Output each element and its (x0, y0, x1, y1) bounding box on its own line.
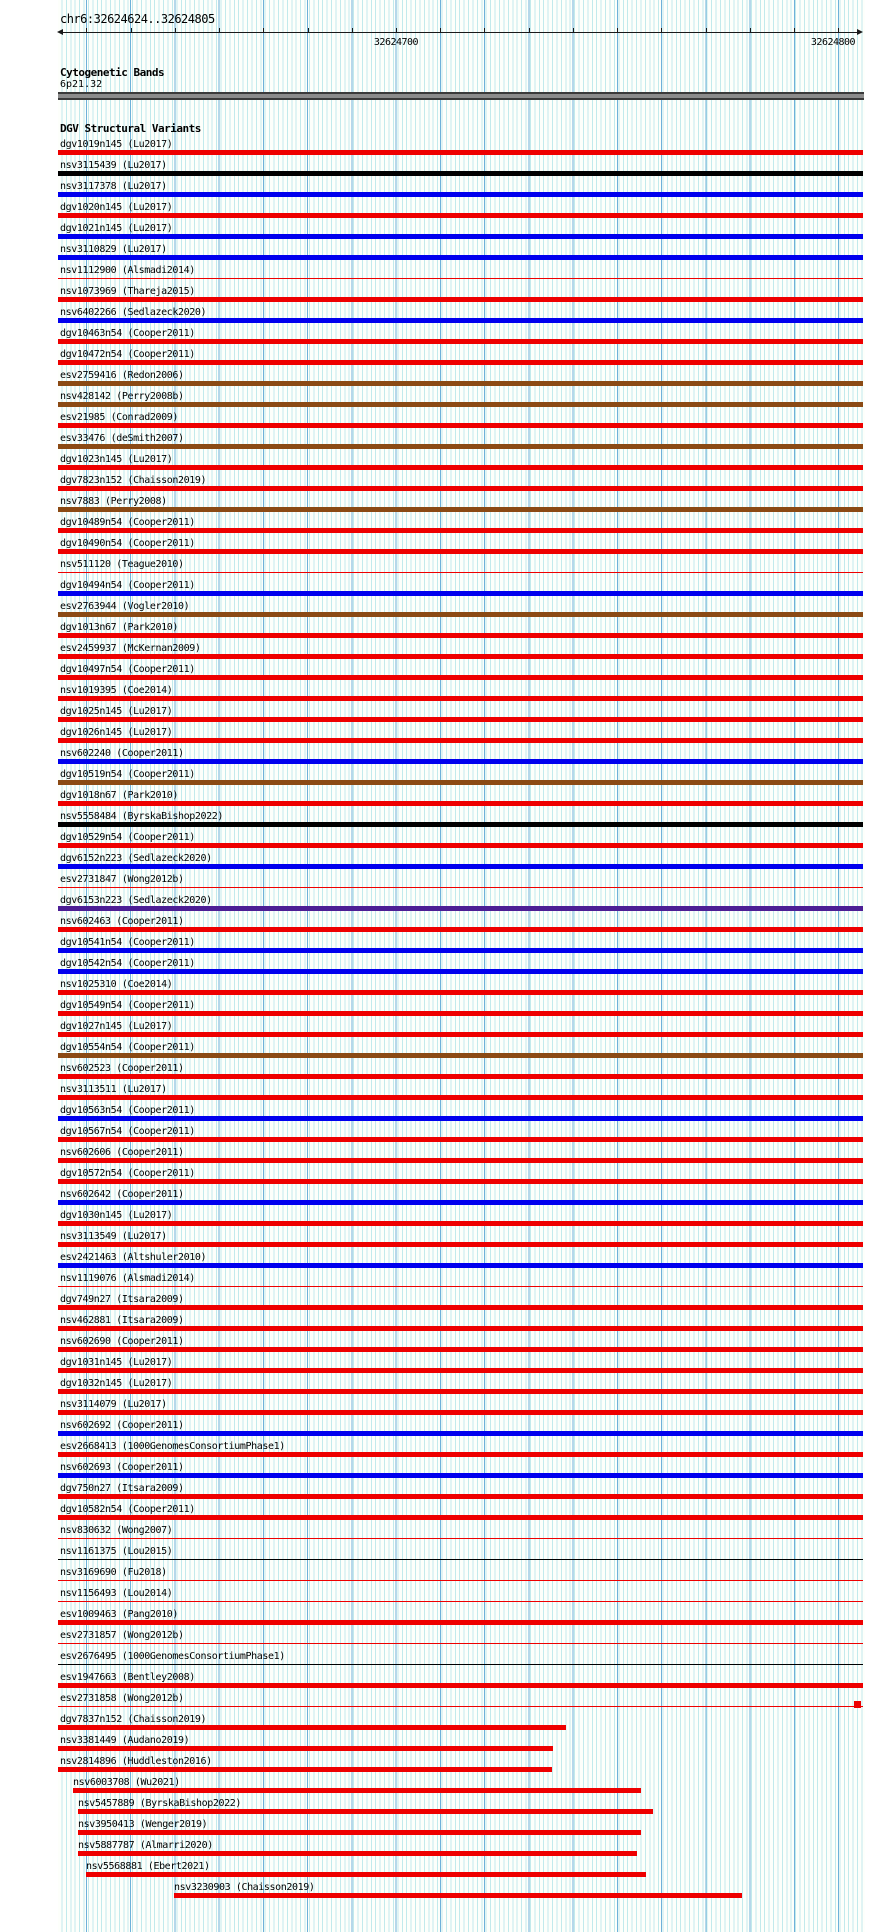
variant-label[interactable]: nsv5887787 (Almarri2020) (78, 1840, 213, 1851)
variant-bar[interactable] (58, 717, 863, 722)
variant-row[interactable] (0, 243, 890, 264)
variant-row[interactable] (0, 894, 890, 915)
variant-bar[interactable] (58, 1643, 863, 1644)
variant-row[interactable] (0, 1167, 890, 1188)
variant-label[interactable]: esv21985 (Conrad2009) (60, 412, 179, 423)
ruler-tick (219, 28, 220, 33)
variant-bar[interactable] (78, 1851, 637, 1856)
chromosome-range-label: chr6:32624624..32624805 (60, 12, 215, 26)
variant-row[interactable] (0, 999, 890, 1020)
variant-label[interactable]: dgv1031n145 (Lu2017) (60, 1357, 173, 1368)
variant-row[interactable] (0, 957, 890, 978)
variant-label[interactable]: nsv6003708 (Wu2021) (73, 1777, 180, 1788)
variant-bar[interactable] (58, 507, 863, 512)
variant-label[interactable]: nsv7883 (Perry2008) (60, 496, 167, 507)
ruler-tick (838, 28, 839, 33)
variant-label[interactable]: dgv1019n145 (Lu2017) (60, 139, 173, 150)
variant-row[interactable] (0, 873, 890, 894)
variant-bar[interactable] (58, 1179, 863, 1184)
variant-bar[interactable] (58, 738, 863, 743)
ruler-tick-label: 32624800 (810, 37, 856, 48)
variant-label[interactable]: nsv3169690 (Fu2018) (60, 1567, 167, 1578)
variant-label[interactable]: esv1009463 (Pang2010) (60, 1609, 179, 1620)
variant-bar[interactable] (58, 1431, 863, 1436)
variant-row[interactable] (0, 222, 890, 243)
variant-row[interactable] (0, 1104, 890, 1125)
variant-label[interactable]: nsv3113549 (Lu2017) (60, 1231, 167, 1242)
variant-label[interactable]: esv33476 (deSmith2007) (60, 433, 184, 444)
variant-row[interactable] (0, 747, 890, 768)
variant-row[interactable] (0, 474, 890, 495)
variant-row[interactable] (0, 1251, 890, 1272)
variant-row[interactable] (0, 1524, 890, 1545)
variant-label[interactable]: esv2731858 (Wong2012b) (60, 1693, 184, 1704)
variant-bar[interactable] (58, 1368, 863, 1373)
variant-label[interactable]: dgv10489n54 (Cooper2011) (60, 517, 195, 528)
variant-bar[interactable] (58, 1452, 863, 1457)
variant-bar[interactable] (58, 1095, 863, 1100)
variant-row[interactable] (0, 1734, 890, 1755)
variant-row[interactable] (0, 789, 890, 810)
variant-bar[interactable] (58, 234, 863, 239)
variant-bar[interactable] (58, 318, 863, 323)
variant-label[interactable]: nsv602523 (Cooper2011) (60, 1063, 184, 1074)
variant-bar[interactable] (58, 906, 863, 911)
variant-label[interactable]: dgv10541n54 (Cooper2011) (60, 937, 195, 948)
variant-row[interactable] (0, 1356, 890, 1377)
variant-label[interactable]: dgv1027n145 (Lu2017) (60, 1021, 173, 1032)
variant-label[interactable]: esv2421463 (Altshuler2010) (60, 1252, 207, 1263)
variant-bar[interactable] (58, 278, 863, 279)
variant-row[interactable] (0, 1566, 890, 1587)
variant-row[interactable] (0, 1020, 890, 1041)
variant-label[interactable]: nsv3117378 (Lu2017) (60, 181, 167, 192)
variant-bar[interactable] (58, 1263, 863, 1268)
variant-label[interactable]: dgv10519n54 (Cooper2011) (60, 769, 195, 780)
variant-label[interactable]: nsv1156493 (Lou2014) (60, 1588, 173, 1599)
cytogenetic-track-title: Cytogenetic Bands (60, 66, 165, 79)
ruler-tick (131, 28, 132, 33)
variant-row[interactable] (0, 768, 890, 789)
variant-label[interactable]: dgv1020n145 (Lu2017) (60, 202, 173, 213)
variant-bar[interactable] (58, 255, 863, 260)
variant-label[interactable]: dgv10472n54 (Cooper2011) (60, 349, 195, 360)
variant-bar[interactable] (58, 339, 863, 344)
variant-label[interactable]: dgv1026n145 (Lu2017) (60, 727, 173, 738)
variant-row[interactable] (0, 1188, 890, 1209)
variant-label[interactable]: nsv602692 (Cooper2011) (60, 1420, 184, 1431)
variant-label[interactable]: nsv3113511 (Lu2017) (60, 1084, 167, 1095)
variant-bar[interactable] (58, 1746, 553, 1751)
variant-label[interactable]: nsv3114079 (Lu2017) (60, 1399, 167, 1410)
variant-label[interactable]: nsv3110829 (Lu2017) (60, 244, 167, 255)
variant-bar[interactable] (58, 1032, 863, 1037)
variant-label[interactable]: nsv1161375 (Lou2015) (60, 1546, 173, 1557)
variant-label[interactable]: nsv3381449 (Audano2019) (60, 1735, 190, 1746)
variant-bar[interactable] (58, 402, 863, 407)
variant-bar[interactable] (58, 192, 863, 197)
variant-row[interactable] (0, 285, 890, 306)
variant-bar[interactable] (58, 1221, 863, 1226)
variant-bar[interactable] (58, 1559, 863, 1560)
variant-label[interactable]: nsv602690 (Cooper2011) (60, 1336, 184, 1347)
variant-label[interactable]: dgv1032n145 (Lu2017) (60, 1378, 173, 1389)
variant-row[interactable] (0, 453, 890, 474)
variant-label[interactable]: esv2731847 (Wong2012b) (60, 874, 184, 885)
variant-row[interactable] (0, 1398, 890, 1419)
variant-bar[interactable] (58, 1515, 863, 1520)
variant-row[interactable] (0, 831, 890, 852)
variant-row[interactable] (0, 1545, 890, 1566)
ruler-tick (617, 28, 618, 33)
variant-row[interactable] (0, 1818, 890, 1839)
variant-label[interactable]: dgv6153n223 (Sedlazeck2020) (60, 895, 212, 906)
variant-bar[interactable] (58, 1389, 863, 1394)
variant-row[interactable] (0, 159, 890, 180)
variant-row[interactable] (0, 1482, 890, 1503)
variant-bar[interactable] (58, 696, 863, 701)
variant-bar[interactable] (78, 1809, 653, 1814)
variant-label[interactable]: nsv3230903 (Chaisson2019) (174, 1882, 315, 1893)
variant-bar[interactable] (58, 1473, 863, 1478)
variant-bar[interactable] (78, 1830, 641, 1835)
variant-row[interactable] (0, 1125, 890, 1146)
variant-label[interactable]: dgv10529n54 (Cooper2011) (60, 832, 195, 843)
variant-label[interactable]: dgv10542n54 (Cooper2011) (60, 958, 195, 969)
variant-label[interactable]: nsv602642 (Cooper2011) (60, 1189, 184, 1200)
variant-bar[interactable] (58, 360, 863, 365)
variant-row[interactable] (0, 852, 890, 873)
variant-label[interactable]: esv2759416 (Redon2006) (60, 370, 184, 381)
variant-row[interactable] (0, 600, 890, 621)
dgv-track-title: DGV Structural Variants (60, 122, 201, 135)
variant-row[interactable] (0, 516, 890, 537)
variant-bar[interactable] (73, 1788, 641, 1793)
variant-bar[interactable] (58, 1601, 863, 1602)
ruler-tick (396, 28, 397, 33)
variant-label[interactable]: dgv10494n54 (Cooper2011) (60, 580, 195, 591)
variant-label[interactable]: nsv5558484 (ByrskaBishop2022) (60, 811, 223, 822)
variant-label[interactable]: esv2731857 (Wong2012b) (60, 1630, 184, 1641)
variant-label[interactable]: dgv10463n54 (Cooper2011) (60, 328, 195, 339)
variant-endpoint-marker[interactable] (854, 1701, 861, 1708)
variant-bar[interactable] (58, 486, 863, 491)
variant-bar[interactable] (58, 1011, 863, 1016)
variant-bar[interactable] (58, 297, 863, 302)
variant-label[interactable]: dgv1023n145 (Lu2017) (60, 454, 173, 465)
variant-bar[interactable] (58, 1200, 863, 1205)
variant-row[interactable] (0, 810, 890, 831)
variant-label[interactable]: nsv1073969 (Thareja2015) (60, 286, 195, 297)
variant-label[interactable]: dgv10567n54 (Cooper2011) (60, 1126, 195, 1137)
ruler-tick (661, 28, 662, 33)
variant-row[interactable] (0, 1335, 890, 1356)
variant-bar[interactable] (58, 887, 863, 888)
variant-label[interactable]: dgv10497n54 (Cooper2011) (60, 664, 195, 675)
variant-bar[interactable] (58, 1305, 863, 1310)
variant-label[interactable]: dgv7823n152 (Chaisson2019) (60, 475, 207, 486)
variant-bar[interactable] (58, 612, 863, 617)
variant-row[interactable] (0, 1692, 890, 1713)
variant-bar[interactable] (58, 1074, 863, 1079)
variant-label[interactable]: esv2459937 (McKernan2009) (60, 643, 201, 654)
variant-bar[interactable] (58, 801, 863, 806)
cytogenetic-band-label: 6p21.32 (60, 79, 103, 90)
variant-bar[interactable] (58, 1767, 552, 1772)
variant-label[interactable]: dgv7837n152 (Chaisson2019) (60, 1714, 207, 1725)
variant-row[interactable] (0, 1587, 890, 1608)
variant-bar[interactable] (58, 1538, 863, 1539)
variant-bar[interactable] (58, 444, 863, 449)
variant-bar[interactable] (58, 969, 863, 974)
variant-bar[interactable] (58, 591, 863, 596)
variant-label[interactable]: dgv1021n145 (Lu2017) (60, 223, 173, 234)
variant-label[interactable]: esv2668413 (1000GenomesConsortiumPhase1) (60, 1441, 285, 1452)
variant-bar[interactable] (58, 633, 863, 638)
variant-bar[interactable] (58, 1137, 863, 1142)
variant-row[interactable] (0, 495, 890, 516)
variant-row[interactable] (0, 978, 890, 999)
variant-bar[interactable] (58, 927, 863, 932)
variant-bar[interactable] (58, 1326, 863, 1331)
variant-bar[interactable] (58, 213, 863, 218)
variant-row[interactable] (0, 1293, 890, 1314)
variant-label[interactable]: nsv3115439 (Lu2017) (60, 160, 167, 171)
ruler-tick (440, 28, 441, 33)
variant-bar[interactable] (58, 1683, 863, 1688)
variant-row[interactable] (0, 432, 890, 453)
variant-row[interactable] (0, 411, 890, 432)
variant-bar[interactable] (58, 1664, 863, 1665)
variant-row[interactable] (0, 138, 890, 159)
ruler-tick (706, 28, 707, 33)
variant-row[interactable] (0, 1377, 890, 1398)
variant-row[interactable] (0, 1860, 890, 1881)
variant-row[interactable] (0, 1419, 890, 1440)
variant-row[interactable] (0, 1146, 890, 1167)
variant-bar[interactable] (58, 843, 863, 848)
variant-bar[interactable] (58, 1410, 863, 1415)
variant-row[interactable] (0, 1797, 890, 1818)
variant-row[interactable] (0, 684, 890, 705)
ruler-tick (529, 28, 530, 33)
variant-label[interactable]: esv1947663 (Bentley2008) (60, 1672, 195, 1683)
ruler-tick (308, 28, 309, 33)
variant-label[interactable]: nsv5568881 (Ebert2021) (86, 1861, 210, 1872)
cytogenetic-band-bar[interactable] (58, 92, 864, 100)
variant-label[interactable]: esv2676495 (1000GenomesConsortiumPhase1) (60, 1651, 285, 1662)
variant-row[interactable] (0, 348, 890, 369)
variant-row[interactable] (0, 390, 890, 411)
variant-label[interactable]: nsv1019395 (Coe2014) (60, 685, 173, 696)
variant-row[interactable] (0, 180, 890, 201)
variant-row[interactable] (0, 1881, 890, 1902)
variant-row[interactable] (0, 306, 890, 327)
variant-row[interactable] (0, 1461, 890, 1482)
variant-row[interactable] (0, 1272, 890, 1293)
variant-label[interactable]: nsv428142 (Perry2008b) (60, 391, 184, 402)
variant-row[interactable] (0, 1230, 890, 1251)
variant-bar[interactable] (58, 381, 863, 386)
ruler-tick-label: 32624700 (373, 37, 419, 48)
variant-bar[interactable] (58, 780, 863, 785)
variant-bar[interactable] (58, 1494, 863, 1499)
variant-row[interactable] (0, 579, 890, 600)
variant-bar[interactable] (58, 1116, 863, 1121)
variant-label[interactable]: dgv10572n54 (Cooper2011) (60, 1168, 195, 1179)
variant-row[interactable] (0, 1671, 890, 1692)
variant-row[interactable] (0, 201, 890, 222)
variant-bar[interactable] (58, 572, 863, 573)
variant-label[interactable]: dgv1013n67 (Park2010) (60, 622, 179, 633)
variant-bar[interactable] (58, 1580, 863, 1581)
variant-row[interactable] (0, 1083, 890, 1104)
variant-row[interactable] (0, 663, 890, 684)
variant-row[interactable] (0, 705, 890, 726)
variant-row[interactable] (0, 1713, 890, 1734)
variant-bar[interactable] (58, 1286, 863, 1287)
ruler-left-arrow-icon (57, 29, 63, 35)
variant-row[interactable] (0, 621, 890, 642)
variant-bar[interactable] (58, 675, 863, 680)
variant-bar[interactable] (58, 171, 863, 176)
variant-row[interactable] (0, 1440, 890, 1461)
variant-label[interactable]: nsv602240 (Cooper2011) (60, 748, 184, 759)
variant-label[interactable]: nsv1025310 (Coe2014) (60, 979, 173, 990)
ruler-tick (794, 28, 795, 33)
variant-label[interactable]: nsv462881 (Itsara2009) (60, 1315, 184, 1326)
variant-bar[interactable] (58, 549, 863, 554)
variant-label[interactable]: dgv1025n145 (Lu2017) (60, 706, 173, 717)
variant-row[interactable] (0, 1314, 890, 1335)
variant-label[interactable]: esv2763944 (Vogler2010) (60, 601, 190, 612)
variant-label[interactable]: dgv10554n54 (Cooper2011) (60, 1042, 195, 1053)
variant-row[interactable] (0, 1209, 890, 1230)
ruler-tick (484, 28, 485, 33)
variant-row[interactable] (0, 558, 890, 579)
variant-label[interactable]: nsv602463 (Cooper2011) (60, 916, 184, 927)
variant-label[interactable]: nsv6402266 (Sedlazeck2020) (60, 307, 207, 318)
variant-bar[interactable] (58, 1242, 863, 1247)
variant-bar[interactable] (58, 465, 863, 470)
variant-row[interactable] (0, 1629, 890, 1650)
variant-label[interactable]: nsv602693 (Cooper2011) (60, 1462, 184, 1473)
variant-row[interactable] (0, 726, 890, 747)
variant-bar[interactable] (58, 1347, 863, 1352)
variant-bar[interactable] (58, 654, 863, 659)
variant-row[interactable] (0, 1062, 890, 1083)
variant-label[interactable]: nsv602606 (Cooper2011) (60, 1147, 184, 1158)
variant-row[interactable] (0, 1650, 890, 1671)
variant-row[interactable] (0, 1608, 890, 1629)
variant-bar[interactable] (58, 1620, 863, 1625)
variant-row[interactable] (0, 264, 890, 285)
variant-row[interactable] (0, 369, 890, 390)
variant-label[interactable]: dgv750n27 (Itsara2009) (60, 1483, 184, 1494)
variant-row[interactable] (0, 915, 890, 936)
variant-row[interactable] (0, 1839, 890, 1860)
variant-bar[interactable] (58, 990, 863, 995)
variant-label[interactable]: dgv1030n145 (Lu2017) (60, 1210, 173, 1221)
ruler-tick (263, 28, 264, 33)
variant-label[interactable]: dgv6152n223 (Sedlazeck2020) (60, 853, 212, 864)
variant-row[interactable] (0, 327, 890, 348)
variant-bar[interactable] (58, 1706, 863, 1707)
variant-label[interactable]: nsv1112900 (Alsmadi2014) (60, 265, 195, 276)
variant-row[interactable] (0, 1755, 890, 1776)
variant-label[interactable]: dgv10563n54 (Cooper2011) (60, 1105, 195, 1116)
ruler-line (61, 32, 859, 33)
variant-label[interactable]: dgv749n27 (Itsara2009) (60, 1294, 184, 1305)
variant-row[interactable] (0, 936, 890, 957)
variant-bar[interactable] (58, 1725, 566, 1730)
variant-label[interactable]: dgv10490n54 (Cooper2011) (60, 538, 195, 549)
variant-bar[interactable] (58, 822, 863, 827)
ruler-tick (352, 28, 353, 33)
variant-label[interactable]: nsv3950413 (Wenger2019) (78, 1819, 208, 1830)
variant-bar[interactable] (58, 759, 863, 764)
variant-label[interactable]: dgv1018n67 (Park2010) (60, 790, 179, 801)
ruler-tick (86, 28, 87, 33)
ruler-right-arrow-icon (857, 29, 863, 35)
variant-row[interactable] (0, 537, 890, 558)
variant-bar[interactable] (58, 1158, 863, 1163)
variant-bar[interactable] (58, 528, 863, 533)
variant-label[interactable]: nsv5457889 (ByrskaBishop2022) (78, 1798, 241, 1809)
variant-row[interactable] (0, 1041, 890, 1062)
ruler-tick (750, 28, 751, 33)
variant-label[interactable]: nsv1119076 (Alsmadi2014) (60, 1273, 195, 1284)
variant-bar[interactable] (58, 1053, 863, 1058)
variant-row[interactable] (0, 1503, 890, 1524)
variant-label[interactable]: nsv2814896 (Huddleston2016) (60, 1756, 212, 1767)
ruler-tick (175, 28, 176, 33)
variant-bar[interactable] (58, 864, 863, 869)
variant-label[interactable]: nsv511120 (Teague2010) (60, 559, 184, 570)
variant-bar[interactable] (86, 1872, 646, 1877)
variant-label[interactable]: nsv830632 (Wong2007) (60, 1525, 173, 1536)
variant-row[interactable] (0, 1776, 890, 1797)
variant-bar[interactable] (58, 948, 863, 953)
variant-label[interactable]: dgv10582n54 (Cooper2011) (60, 1504, 195, 1515)
variant-bar[interactable] (58, 423, 863, 428)
variant-label[interactable]: dgv10549n54 (Cooper2011) (60, 1000, 195, 1011)
ruler-tick (573, 28, 574, 33)
variant-bar[interactable] (174, 1893, 742, 1898)
variant-row[interactable] (0, 642, 890, 663)
variant-bar[interactable] (58, 150, 863, 155)
